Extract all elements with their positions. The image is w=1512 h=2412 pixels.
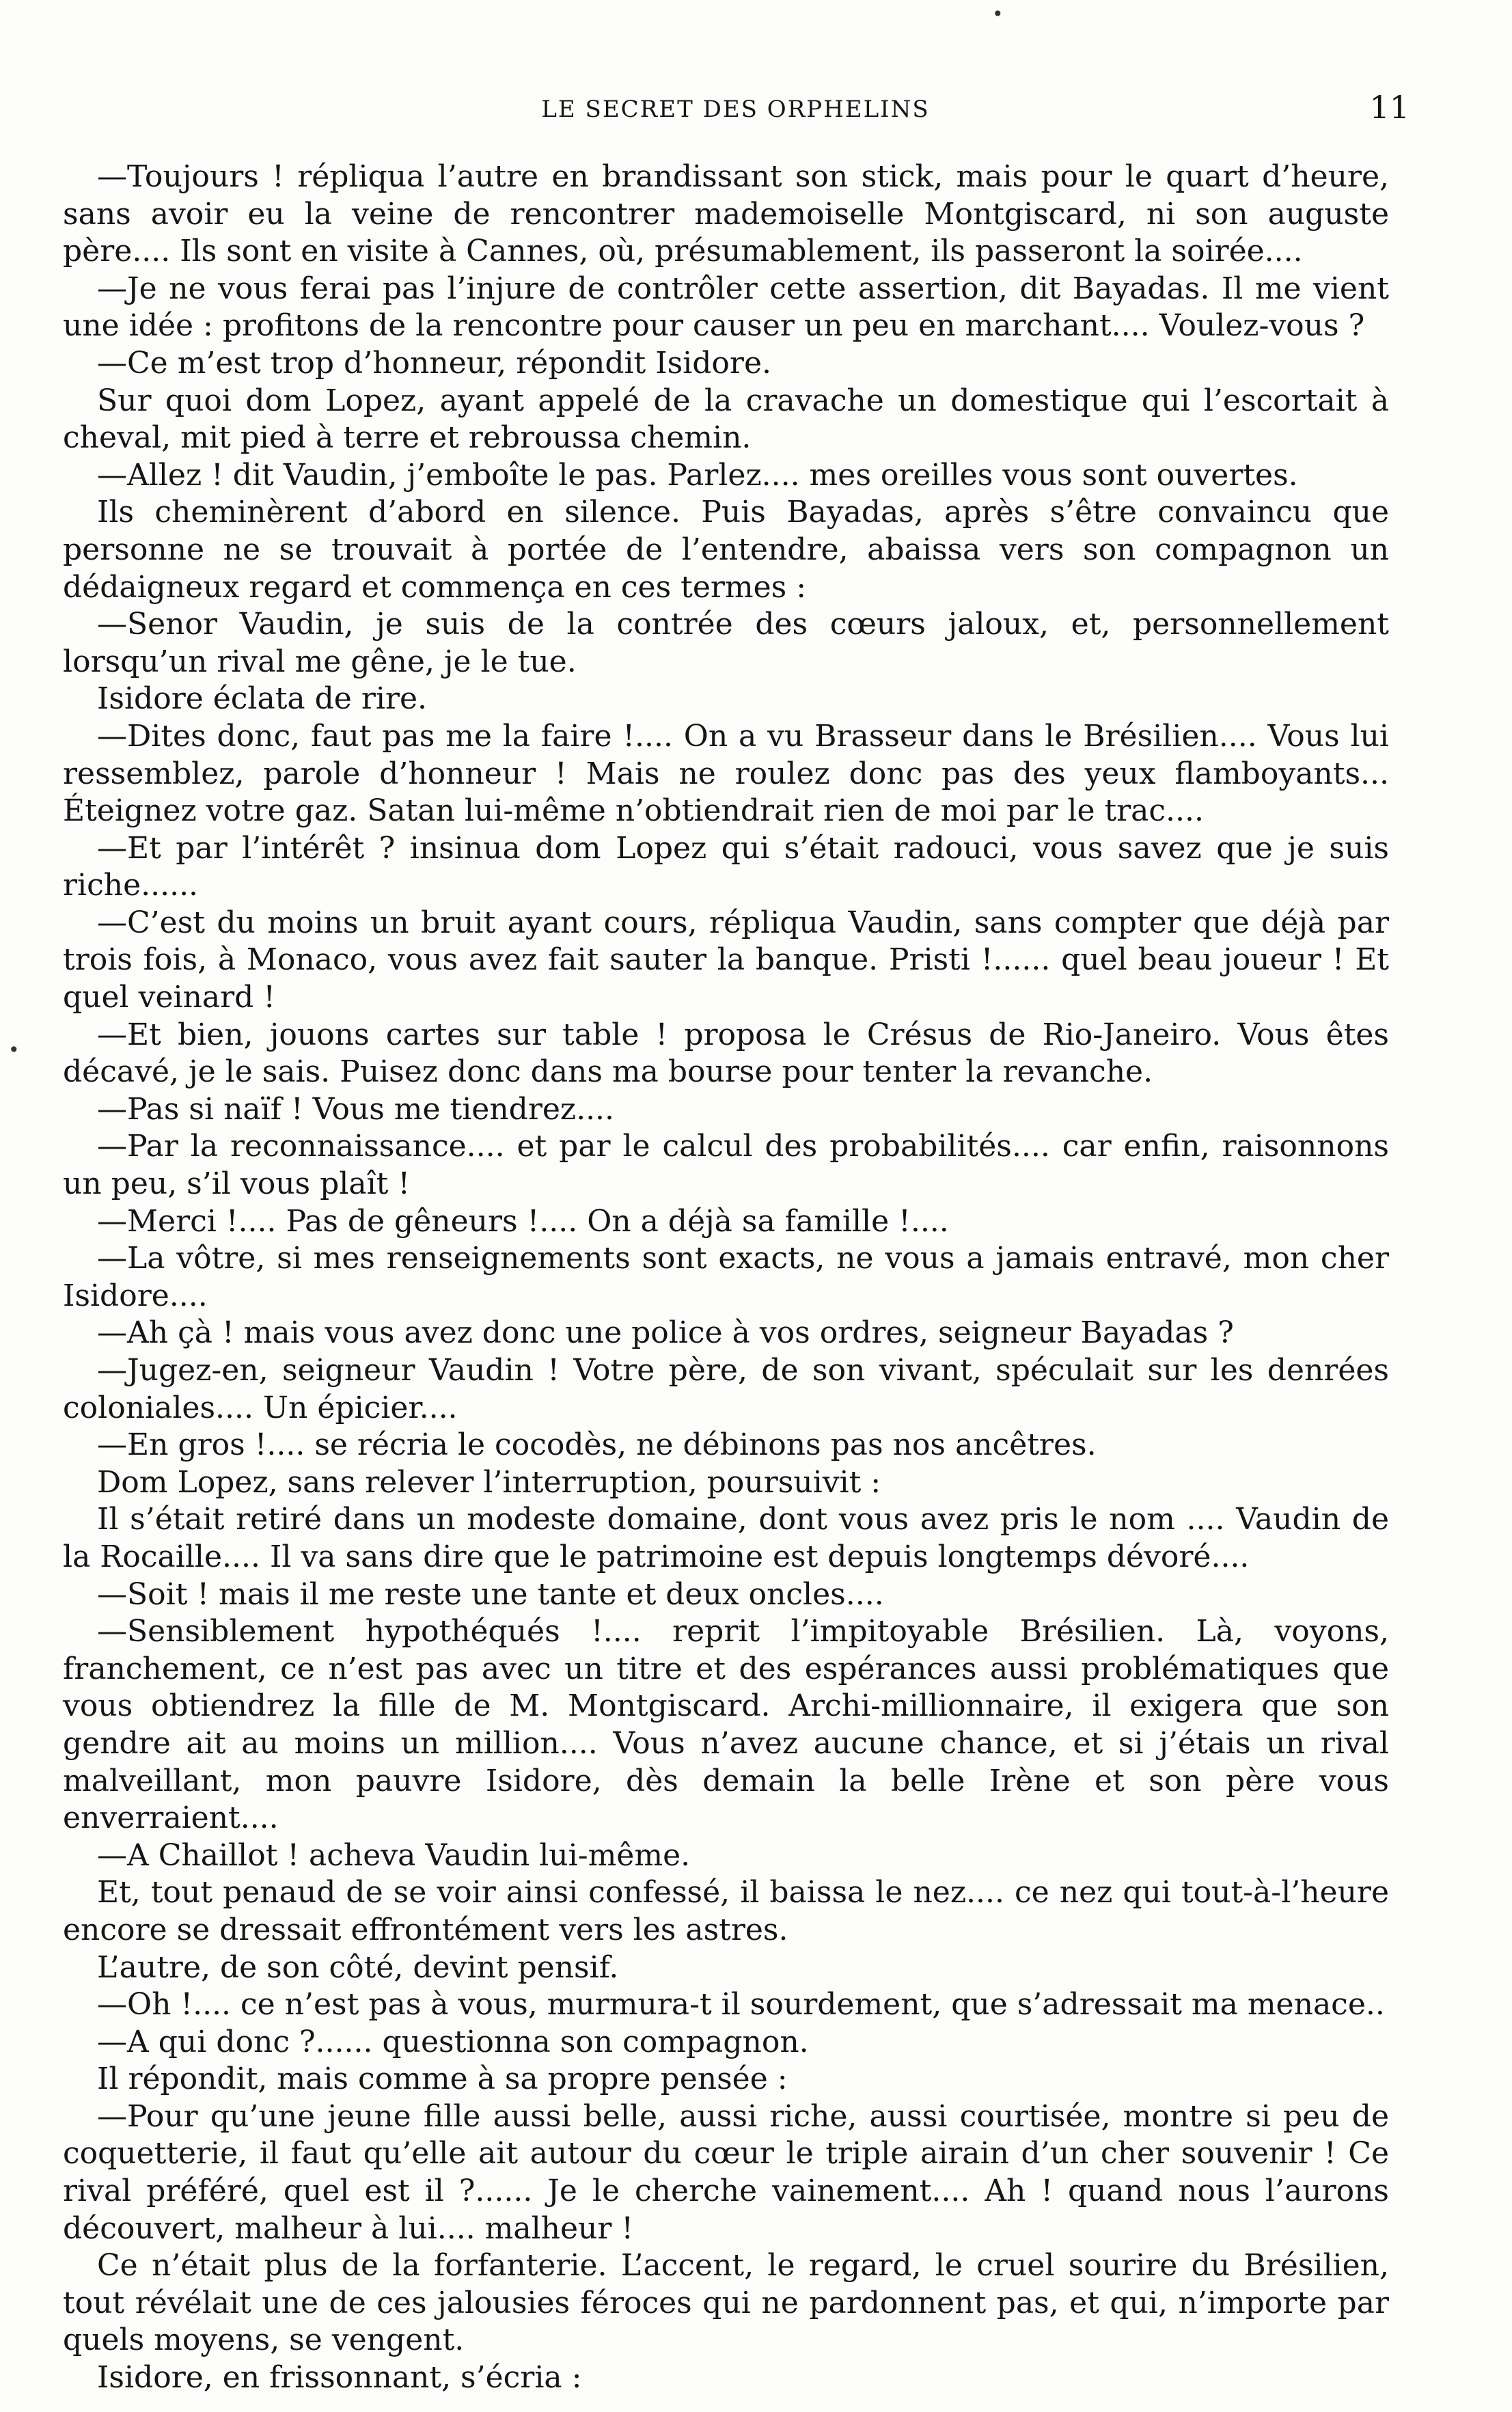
paragraph: —Ce m’est trop d’honneur, répondit Isidore.: [97, 345, 771, 381]
paragraph: Il s’était retiré dans un modeste domaine, dont vous avez pris le nom .... Vaudin de la Rocaille.... Il va sans dire que le patrimoine est depuis longtemps dévoré....: [63, 1502, 1389, 1574]
body-text: [63, 159, 1389, 2397]
paragraph: —Et par l’intérêt ? insinua dom Lopez qui s’était radouci, vous savez que je suis riche......: [63, 830, 1389, 903]
paragraph: —Senor Vaudin, je suis de la contrée des cœurs jaloux, et, personnellement lorsqu’un rival me gêne, je le tue.: [63, 607, 1389, 679]
paragraph: —Ah çà ! mais vous avez donc une police à vos ordres, seigneur Bayadas ?: [97, 1315, 1234, 1351]
paragraph: —Allez ! dit Vaudin, j’emboîte le pas. Parlez.... mes oreilles vous sont ouvertes.: [97, 457, 1298, 493]
paragraph: —Et bien, jouons cartes sur table ! proposa le Crésus de Rio-Janeiro. Vous êtes décavé, je le sais. Puisez donc dans ma bourse pour tenter la revanche.: [63, 1017, 1389, 1090]
paragraph: —La vôtre, si mes renseignements sont exacts, ne vous a jamais entravé, mon cher Isidore....: [63, 1241, 1389, 1313]
page-number: 11: [1369, 89, 1410, 126]
paragraph: —Par la reconnaissance.... et par le calcul des probabilités.... car enfin, raisonnons un peu, s’il vous plaît !: [63, 1129, 1389, 1202]
paragraph: —Soit ! mais il me reste une tante et deux oncles....: [97, 1576, 884, 1612]
paragraph: Dom Lopez, sans relever l’interruption, poursuivit :: [97, 1464, 881, 1500]
paragraph: —Je ne vous ferai pas l’injure de contrôler cette assertion, dit Bayadas. Il me vient une idée : profitons de la rencontre pour causer un peu en marchant.... Voulez-vous ?: [63, 271, 1389, 344]
running-title: LE SECRET DES ORPHELINS: [541, 96, 930, 123]
paragraph: Ils cheminèrent d’abord en silence. Puis Bayadas, après s’être convaincu que personne ne se trouvait à portée de l’entendre, abaissa vers son compagnon un dédaigneux regard et commença en ces termes :: [63, 495, 1389, 605]
paragraph: Isidore éclata de rire.: [97, 681, 427, 717]
paragraph: —Pas si naïf ! Vous me tiendrez....: [97, 1091, 615, 1127]
paragraph: Ce n’était plus de la forfanterie. L’accent, le regard, le cruel sourire du Brésilien, tout révélait une de ces jalousies féroces qui ne pardonnent pas, et qui, n’importe par quels moyens, se vengent.: [63, 2248, 1389, 2358]
paragraph: Isidore, en frissonnant, s’écria :: [97, 2360, 582, 2396]
printer-speck-mark: •: [8, 1039, 20, 1061]
paragraph: —Toujours ! répliqua l’autre en brandissant son stick, mais pour le quart d’heure, sans avoir eu la veine de rencontrer mademoiselle Montgiscard, ni son auguste père.... Ils sont en visite à Cannes, où, présumablement, ils passeront la soirée....: [63, 159, 1389, 269]
paragraph: —En gros !.... se récria le cocodès, ne débinons pas nos ancêtres.: [97, 1427, 1097, 1463]
page-header: [61, 89, 1410, 137]
paragraph: L’autre, de son côté, devint pensif.: [97, 1949, 619, 1985]
paragraph: —A qui donc ?...... questionna son compagnon.: [97, 2024, 809, 2059]
paragraph: Il répondit, mais comme à sa propre pensée :: [97, 2061, 788, 2097]
paragraph: —Merci !.... Pas de gêneurs !.... On a déjà sa famille !....: [97, 1203, 949, 1239]
paragraph: —Jugez-en, seigneur Vaudin ! Votre père, de son vivant, spéculait sur les denrées coloniales.... Un épicier....: [63, 1353, 1389, 1425]
paragraph: —Pour qu’une jeune fille aussi belle, aussi riche, aussi courtisée, montre si peu de coquetterie, il faut qu’elle ait autour du cœur le triple airain d’un cher souvenir ! Ce rival préféré, quel est il ?...... Je le cherche vainement.... Ah ! quand nous l’aurons découvert, malheur à lui.... malheur !: [63, 2098, 1389, 2246]
paragraph: —A Chaillot ! acheva Vaudin lui-même.: [97, 1837, 691, 1873]
paragraph: Et, tout penaud de se voir ainsi confessé, il baissa le nez.... ce nez qui tout-à-l’heure encore se dressait effrontément vers les astres.: [63, 1875, 1389, 1947]
paragraph: Sur quoi dom Lopez, ayant appelé de la cravache un domestique qui l’escortait à cheval, mit pied à terre et rebroussa chemin.: [63, 383, 1389, 456]
paragraph: —C’est du moins un bruit ayant cours, répliqua Vaudin, sans compter que déjà par trois fois, à Monaco, vous avez fait sauter la banque. Pristi !...... quel beau joueur ! Et quel veinard !: [63, 905, 1389, 1015]
paragraph: —Dites donc, faut pas me la faire !.... On a vu Brasseur dans le Brésilien.... Vous lui ressemblez, parole d’honneur ! Mais ne roulez donc pas des yeux flamboyants... Éteignez votre gaz. Satan lui-même n’obtiendrait rien de moi par le trac....: [63, 718, 1389, 829]
paragraph: —Oh !.... ce n’est pas à vous, murmura-t il sourdement, que s’adressait ma menace..: [97, 1987, 1385, 2023]
printer-speck-mark: •: [992, 3, 1004, 25]
paragraph: —Sensiblement hypothéqués !.... reprit l’impitoyable Brésilien. Là, voyons, franchement, ce n’est pas avec un titre et des espérances aussi problématiques que vous obtiendrez la fille de M. Montgiscard. Archi-millionnaire, il exigera que son gendre ait au moins un million.... Vous n’avez aucune chance, et si j’étais un rival malveillant, mon pauvre Isidore, dès demain la belle Irène et son père vous enverraient....: [63, 1614, 1389, 1836]
